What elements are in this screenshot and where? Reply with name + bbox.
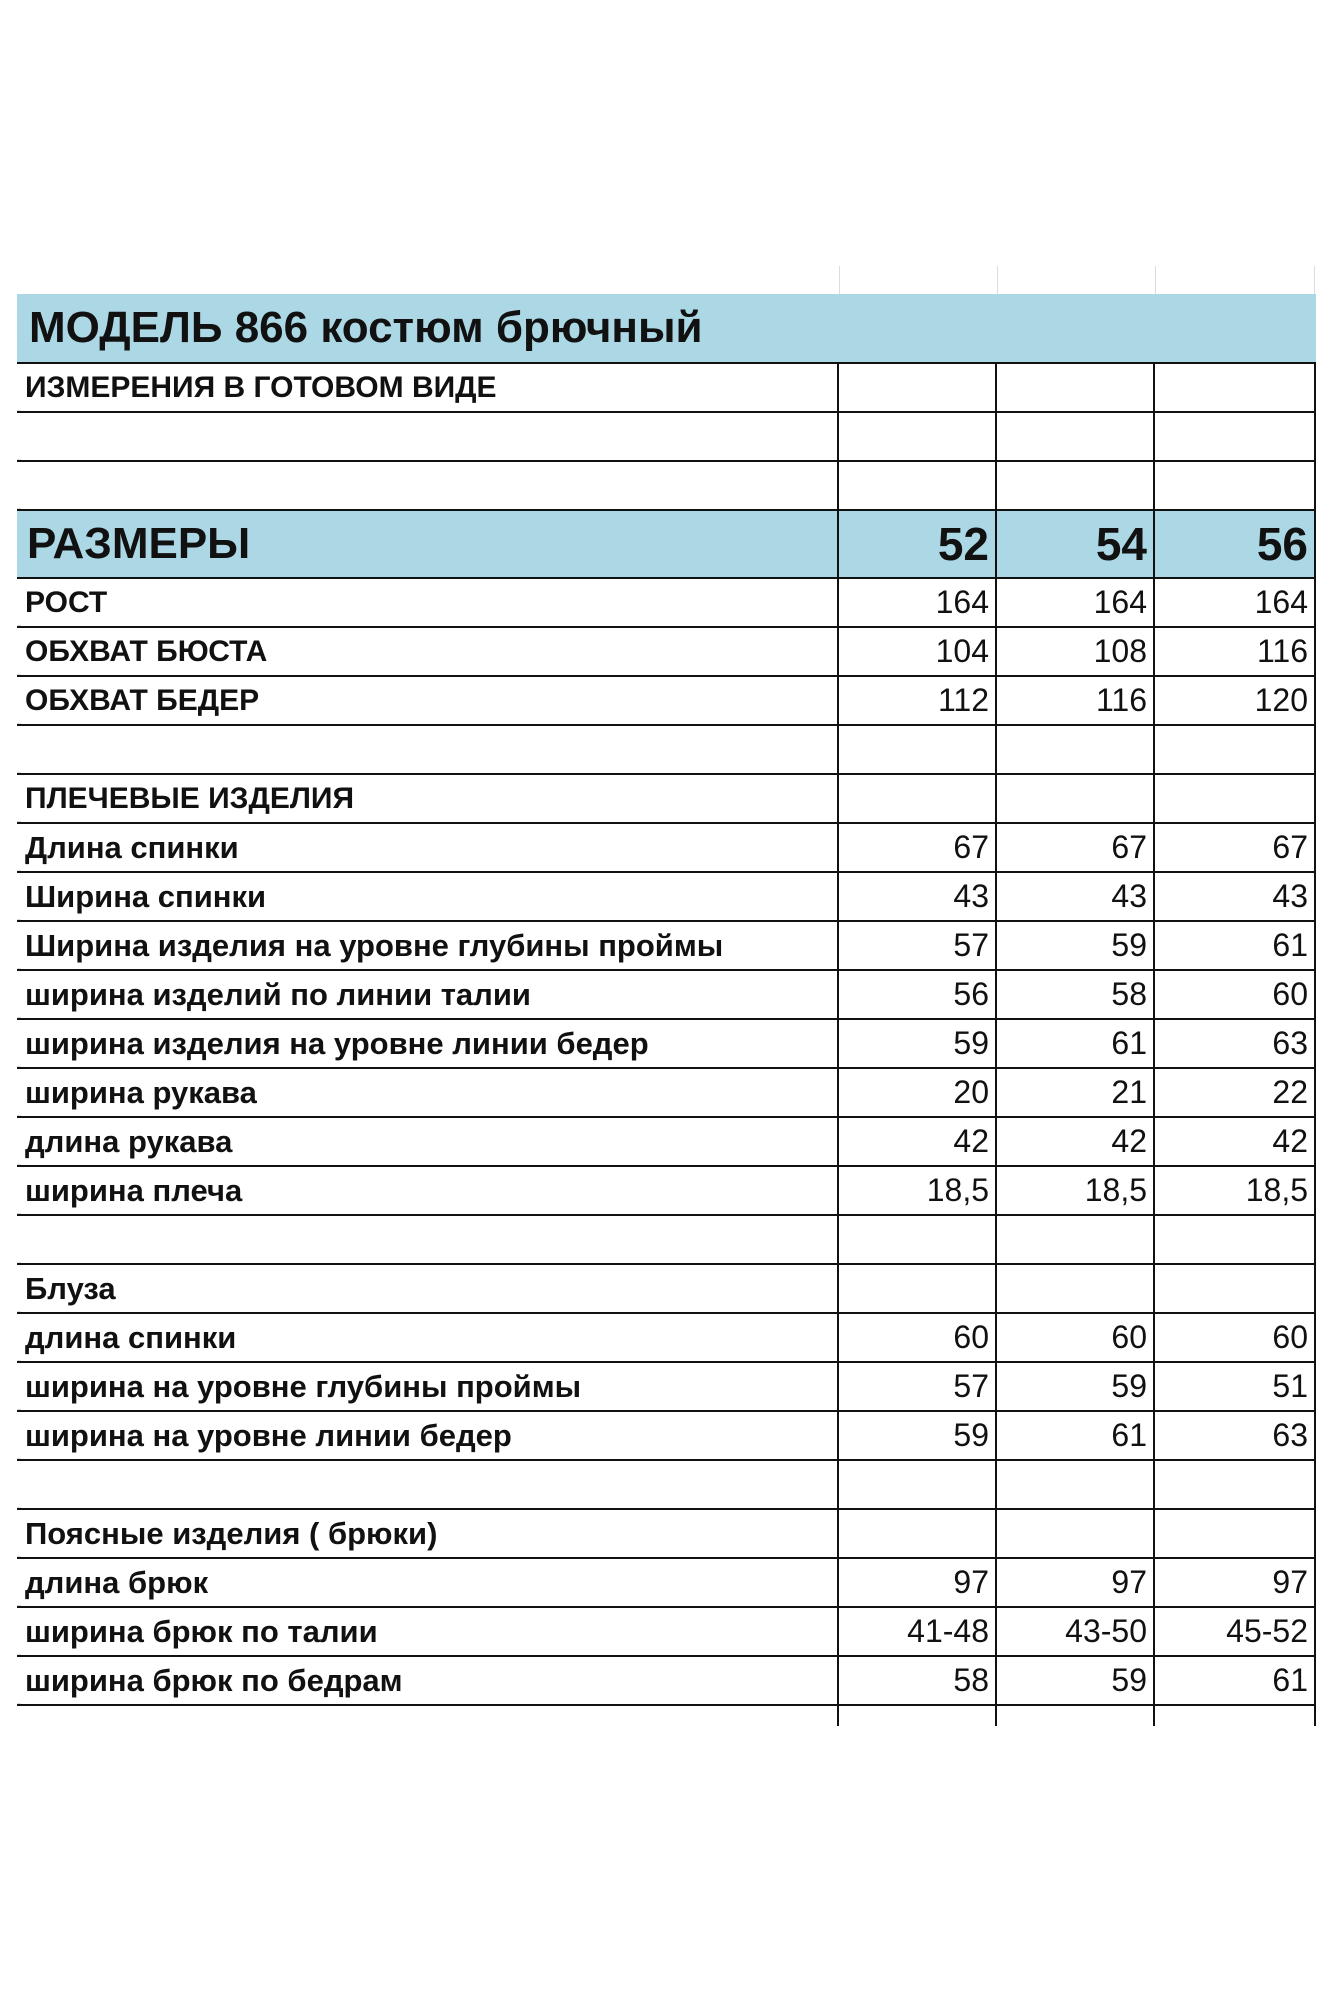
sizes-header-row [17, 511, 1316, 579]
table-row [17, 1412, 1316, 1461]
size-value-56 [1155, 1265, 1316, 1312]
size-value-54 [997, 775, 1155, 822]
size-value-52: 18,5 [839, 1167, 997, 1214]
size-value-54: 61 [997, 1020, 1155, 1067]
size-value-56: 120 [1155, 677, 1316, 724]
table-row [17, 1657, 1316, 1706]
size-value-52: 42 [839, 1118, 997, 1165]
table-title: МОДЕЛЬ 866 костюм брючный [29, 303, 703, 352]
size-value-52: 60 [839, 1314, 997, 1361]
size-value-52: 41-48 [839, 1608, 997, 1655]
size-value-56 [1155, 726, 1316, 773]
row-label: длина рукава [17, 1118, 839, 1165]
size-value-54: 116 [997, 677, 1155, 724]
size-value-56 [1155, 775, 1316, 822]
table-row [17, 1167, 1316, 1216]
size-value-56 [1155, 1216, 1316, 1263]
row-label: ширина изделий по линии талии [17, 971, 839, 1018]
size-value-54 [997, 1461, 1155, 1508]
size-value-56 [1155, 1510, 1316, 1557]
empty-cell [839, 364, 997, 411]
empty-cell [997, 462, 1155, 509]
size-value-54: 59 [997, 1657, 1155, 1704]
row-label: ПЛЕЧЕВЫЕ ИЗДЕЛИЯ [17, 775, 839, 822]
table-row [17, 1559, 1316, 1608]
empty-cell [1155, 364, 1316, 411]
size-value-54: 61 [997, 1412, 1155, 1459]
size-value-56: 61 [1155, 1657, 1316, 1704]
size-header-56: 56 [1155, 511, 1316, 577]
blank-row [17, 413, 1316, 462]
size-value-54 [997, 726, 1155, 773]
size-header-52: 52 [839, 511, 997, 577]
empty-cell [997, 364, 1155, 411]
size-value-54: 59 [997, 1363, 1155, 1410]
blank-row [17, 726, 1316, 775]
size-value-54 [997, 1265, 1155, 1312]
size-value-56: 60 [1155, 971, 1316, 1018]
row-label: ширина брюк по бедрам [17, 1657, 839, 1704]
size-value-56: 97 [1155, 1559, 1316, 1606]
size-value-56: 63 [1155, 1020, 1316, 1067]
row-label: ширина изделия на уровне линии бедер [17, 1020, 839, 1067]
row-label: длина брюк [17, 1559, 839, 1606]
size-value-56: 43 [1155, 873, 1316, 920]
row-label [17, 1461, 839, 1508]
row-label: длина спинки [17, 1314, 839, 1361]
row-label: Поясные изделия ( брюки) [17, 1510, 839, 1557]
size-value-56: 51 [1155, 1363, 1316, 1410]
table-row [17, 1314, 1316, 1363]
size-value-56: 116 [1155, 628, 1316, 675]
size-value-54: 43 [997, 873, 1155, 920]
row-label: Ширина изделия на уровне глубины проймы [17, 922, 839, 969]
empty-cell [997, 413, 1155, 460]
blank-row [17, 1461, 1316, 1510]
row-label: ширина на уровне глубины проймы [17, 1363, 839, 1410]
spreadsheet [17, 266, 1316, 1732]
subtitle-row [17, 364, 1316, 413]
size-value-52 [839, 1216, 997, 1263]
table-row [17, 775, 1316, 824]
size-value-56: 63 [1155, 1412, 1316, 1459]
empty-cell [17, 413, 839, 460]
size-value-52 [839, 1510, 997, 1557]
size-value-52: 112 [839, 677, 997, 724]
size-value-52 [839, 1265, 997, 1312]
empty-cell [839, 413, 997, 460]
row-label [17, 1216, 839, 1263]
table-row [17, 579, 1316, 628]
empty-cell [839, 462, 997, 509]
size-value-54: 18,5 [997, 1167, 1155, 1214]
row-label: ширина брюк по талии [17, 1608, 839, 1655]
table-row [17, 1020, 1316, 1069]
table-row [17, 628, 1316, 677]
size-value-54: 67 [997, 824, 1155, 871]
row-label: ОБХВАТ БЮСТА [17, 628, 839, 675]
size-value-56: 18,5 [1155, 1167, 1316, 1214]
size-value-52: 58 [839, 1657, 997, 1704]
size-value-52: 43 [839, 873, 997, 920]
size-value-52 [839, 1461, 997, 1508]
empty-cell [1155, 413, 1316, 460]
table-row [17, 677, 1316, 726]
title-row [17, 294, 1316, 364]
subtitle-cell: ИЗМЕРЕНИЯ В ГОТОВОМ ВИДЕ [17, 364, 839, 411]
blank-row [17, 462, 1316, 511]
size-value-52: 59 [839, 1412, 997, 1459]
size-value-54: 59 [997, 922, 1155, 969]
size-value-56: 164 [1155, 579, 1316, 626]
size-value-56: 42 [1155, 1118, 1316, 1165]
size-header-54: 54 [997, 511, 1155, 577]
size-value-54: 42 [997, 1118, 1155, 1165]
measurement-rows [17, 579, 1316, 1706]
table-row [17, 1069, 1316, 1118]
row-label: ширина на уровне линии бедер [17, 1412, 839, 1459]
size-value-56: 60 [1155, 1314, 1316, 1361]
size-value-54: 97 [997, 1559, 1155, 1606]
size-value-52: 57 [839, 922, 997, 969]
size-value-54 [997, 1510, 1155, 1557]
size-value-54: 43-50 [997, 1608, 1155, 1655]
blank-row [17, 1216, 1316, 1265]
row-label: Длина спинки [17, 824, 839, 871]
table-tail [17, 1706, 1316, 1726]
size-value-54: 164 [997, 579, 1155, 626]
row-label: РОСТ [17, 579, 839, 626]
size-value-54: 21 [997, 1069, 1155, 1116]
size-value-52: 67 [839, 824, 997, 871]
size-value-54: 58 [997, 971, 1155, 1018]
table-row [17, 1510, 1316, 1559]
table-row [17, 1608, 1316, 1657]
size-value-56: 67 [1155, 824, 1316, 871]
row-label: Ширина спинки [17, 873, 839, 920]
row-label [17, 726, 839, 773]
size-value-56 [1155, 1461, 1316, 1508]
size-value-54: 60 [997, 1314, 1155, 1361]
size-value-56: 22 [1155, 1069, 1316, 1116]
size-value-52: 164 [839, 579, 997, 626]
sizes-header-label: РАЗМЕРЫ [17, 511, 839, 577]
table-row [17, 1363, 1316, 1412]
table-row [17, 971, 1316, 1020]
size-value-52: 104 [839, 628, 997, 675]
size-value-52 [839, 726, 997, 773]
size-value-54: 108 [997, 628, 1155, 675]
table-row [17, 873, 1316, 922]
size-value-56: 61 [1155, 922, 1316, 969]
table-row [17, 1118, 1316, 1167]
size-value-54 [997, 1216, 1155, 1263]
empty-cell [1155, 462, 1316, 509]
size-value-52 [839, 775, 997, 822]
size-value-52: 97 [839, 1559, 997, 1606]
table-row [17, 824, 1316, 873]
size-value-56: 45-52 [1155, 1608, 1316, 1655]
row-label: ширина рукава [17, 1069, 839, 1116]
size-value-52: 59 [839, 1020, 997, 1067]
size-value-52: 57 [839, 1363, 997, 1410]
table-row [17, 922, 1316, 971]
size-value-52: 20 [839, 1069, 997, 1116]
size-table [17, 294, 1316, 1726]
row-label: ОБХВАТ БЕДЕР [17, 677, 839, 724]
row-label: ширина плеча [17, 1167, 839, 1214]
size-value-52: 56 [839, 971, 997, 1018]
empty-cell [17, 462, 839, 509]
row-label: Блуза [17, 1265, 839, 1312]
table-row [17, 1265, 1316, 1314]
